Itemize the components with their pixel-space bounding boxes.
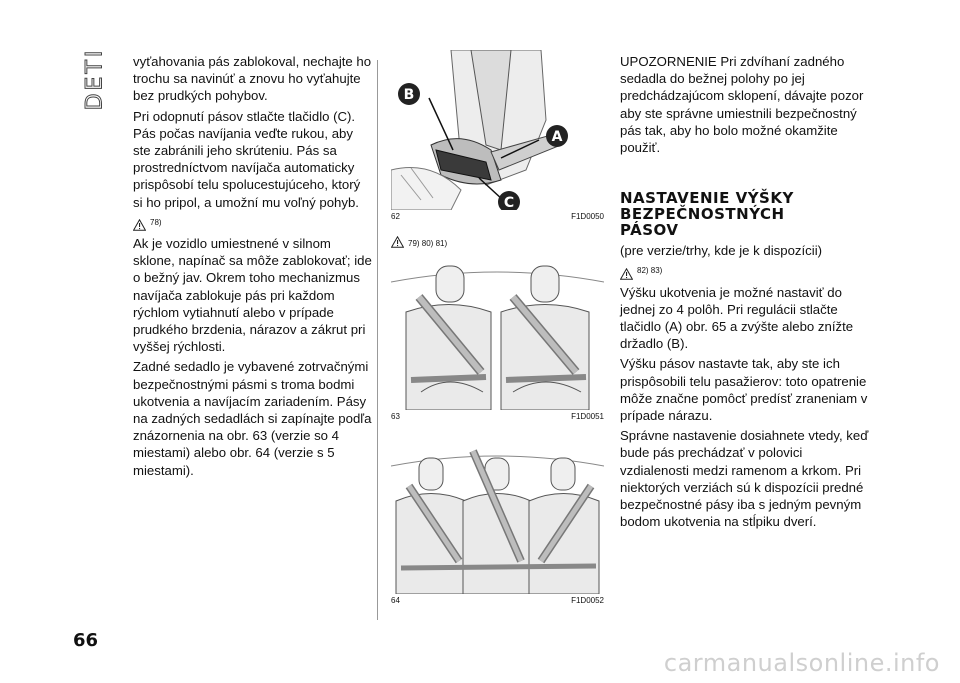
text-column-right	[620, 53, 870, 533]
heading-line: NASTAVENIE VÝŠKY	[620, 189, 794, 208]
paragraph: Výšku pásov nastavte tak, aby ste ich prispôsobili telu pasažierov: toto opatrenie môže značne pomôcť predísť zraneniam v prípade nárazu.	[620, 356, 868, 424]
column-divider	[377, 60, 378, 620]
figure-64	[391, 446, 604, 608]
rear-seat-4-places-illustration	[391, 262, 604, 410]
callout-label: C	[503, 195, 515, 210]
paragraph: Ak je vozidlo umiestnené v silnom sklone, napínač sa môže zablokovať; ide o bežný jav. Okrem toho mechanizmus navíjača zablokuje pás pri každom rýchlom vytiahnutí alebo v prípade prudkého brzdenia, nárazov a zákrut pri vyššej rýchlosti.	[133, 236, 372, 355]
seatbelt-buckle-illustration	[391, 50, 604, 210]
figure-caption	[391, 212, 604, 224]
paragraph: vyťahovania pás zablokoval, nechajte ho trochu sa navinúť a znovu ho vyťahujte bez prudkých pohybov.	[133, 54, 372, 104]
warning-refs: 82) 83)	[637, 266, 663, 276]
warning-refs: 79) 80) 81)	[408, 239, 448, 248]
paragraph: UPOZORNENIE Pri zdvíhaní zadného sedadla do bežnej polohy po jej predchádzajúcom sklopení, dávajte pozor aby ste správne umiestnili bezpečnostný pás tak, aby ho bolo možné okamžite použiť.	[620, 54, 864, 156]
section-label: DETI	[82, 47, 108, 111]
warning-refs: 78)	[150, 217, 162, 227]
paragraph: Pri odopnutí pásov stlačte tlačidlo (C). Pás počas navíjania veďte rukou, aby ste zabránili jeho skrúteniu. Pás sa prostredníctvom navíjača automaticky prispôsobí telu spolucestujúceho, ktorý si ho pripol, a umožní mu voľný pohyb.	[133, 108, 361, 210]
paragraph: Správne nastavenie dosiahnete vtedy, keď bude pás prechádzať v polovici vzdialenosti medzi ramenom a krkom. Pri niektorých verziách sú k dispozícii predné bezpečnostné pásy iba s jedným pevným bodom ukotvenia na stĺpiku dverí.	[620, 428, 869, 530]
figure-number: 64	[391, 596, 400, 605]
heading-line: BEZPEČNOSTNÝCH	[620, 205, 785, 224]
warning-reference	[391, 236, 604, 248]
figure-caption	[391, 412, 604, 424]
figure-number: 62	[391, 212, 400, 221]
paragraph: Zadné sedadlo je vybavené zotrvačnými bezpečnostnými pásmi s troma bodmi ukotvenia a navíjacím zariadením. Pásy na zadných sedadlách si zapínajte podľa znázornenia na obr. 63 (verzie so 4 miestami) alebo obr. 64 (verzie s 5 miestami).	[133, 359, 372, 478]
warning-triangle-icon	[391, 236, 404, 248]
page-number: 66	[73, 630, 99, 651]
warning-reference	[133, 214, 373, 231]
section-heading	[620, 190, 870, 238]
callout-label: A	[551, 129, 563, 145]
figure-code: F1D0050	[571, 212, 604, 221]
figure-62	[391, 50, 604, 252]
watermark: carmanualsonline.info	[663, 649, 940, 677]
figure-code: F1D0051	[571, 412, 604, 421]
warning-triangle-icon	[620, 268, 633, 280]
paragraph: (pre verzie/trhy, kde je k dispozícii)	[620, 243, 823, 259]
warning-triangle-icon	[133, 219, 146, 231]
figure-code: F1D0052	[571, 596, 604, 605]
figure-63	[391, 262, 604, 424]
figure-caption	[391, 596, 604, 608]
text-column-left	[133, 53, 373, 482]
paragraph: Výšku ukotvenia je možné nastaviť do jednej zo 4 polôh. Pri regulácii stlačte tlačidlo (A) obr. 65 a zvýšte alebo znížte držadlo (B).	[620, 284, 854, 352]
figure-number: 63	[391, 412, 400, 421]
warning-reference	[620, 262, 870, 279]
section-tab	[80, 44, 110, 114]
callout-label: B	[403, 87, 415, 103]
heading-line: PÁSOV	[620, 221, 679, 240]
rear-seat-5-places-illustration	[391, 446, 604, 594]
